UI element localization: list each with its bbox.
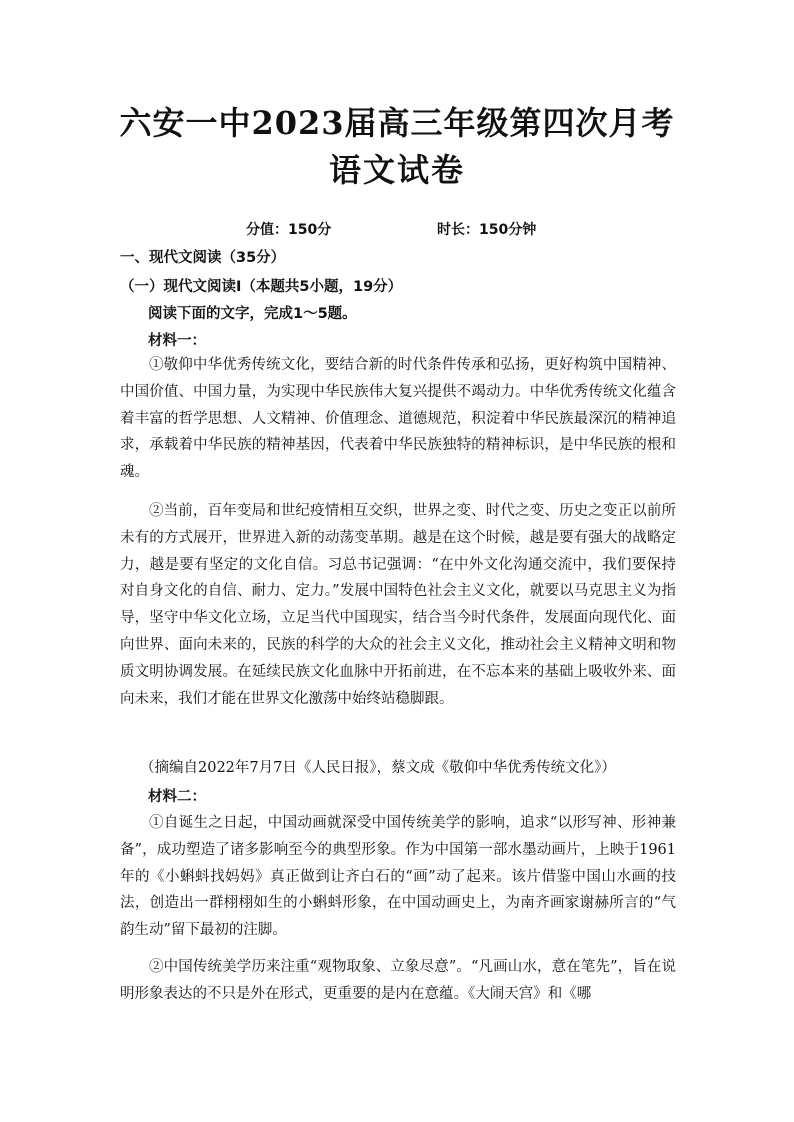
material1-paragraph-2: ②当前，百年变局和世纪疫情相互交织，世界之变、时代之变、历史之变正以前所未有的方式展开，世界进入新的动荡变革期。越是在这个时候，越是要有强大的战略定力，越是要有坚定的文化自信。习总书记强调：“在中外文化沟通交流中，我们要保持对自身文化的自信、耐力、定力。”发展中国特色社会主义文化，就要以马克思主义为指导，坚守中华文化立场，立足当代中国现实，结合当今时代条件，发展面向现代化、面向世界、面向未来的，民族的科学的大众的社会主义文化，推动社会主义精神文明和物质文明协调发展。在延续民族文化血脉中开拓前进，在不忘本来的基础上吸收外来、面向未来，我们才能在世界文化激荡中始终站稳脚跟。 [120, 503, 676, 707]
material2-label: 材料二： [148, 789, 206, 805]
score-info: 分值：150分 [246, 222, 332, 238]
material1-label: 材料一： [148, 333, 206, 349]
exam-subtitle: 语文试卷 [328, 151, 465, 189]
duration-info: 时长：150分钟 [437, 222, 537, 238]
exam-title: 六安一中2023届高三年级第四次月考 [119, 104, 675, 142]
material1-paragraph-1: ①敬仰中华优秀传统文化，要结合新的时代条件传承和弘扬，更好构筑中国精神、中国价值、中国力量，为实现中华民族伟大复兴提供不竭动力。中华优秀传统文化蕴含着丰富的哲学思想、人文精神、价值理念、道德规范，积淀着中华民族最深沉的精神追求，承载着中华民族的精神基因，代表着中华民族独特的精神标识，是中华民族的根和魂。 [120, 357, 676, 481]
material2-paragraph-1: ①自诞生之日起，中国动画就深受中国传统美学的影响，追求“以形写神、形神兼备”，成功塑造了诸多影响至今的典型形象。作为中国第一部水墨动画片，上映于1961年的《小蝌蚪找妈妈》真正做到让齐白石的“画”动了起来。该片借鉴中国山水画的技法，创造出一群栩栩如生的小蝌蚪形象，在中国动画史上，为南齐画家谢赫所言的“气韵生动”留下最初的注脚。 [120, 815, 676, 939]
material1-source: （摘编自2022年7月7日《人民日报》，蔡文成《敬仰中华优秀传统文化》） [140, 760, 616, 776]
part-heading: （一）现代文阅读Ⅰ（本题共5小题，19分） [120, 279, 403, 295]
exam-meta [0, 219, 794, 239]
reading-instruction: 阅读下面的文字，完成1～5题。 [148, 306, 357, 322]
section-heading: 一、现代文阅读（35分） [120, 250, 286, 266]
material2-paragraph-2: ②中国传统美学历来注重“观物取象、立象尽意”。“凡画山水，意在笔先”，旨在说明形象表达的不只是外在形式，更重要的是内在意蕴。《大闹天宫》和《哪 [120, 959, 676, 1002]
